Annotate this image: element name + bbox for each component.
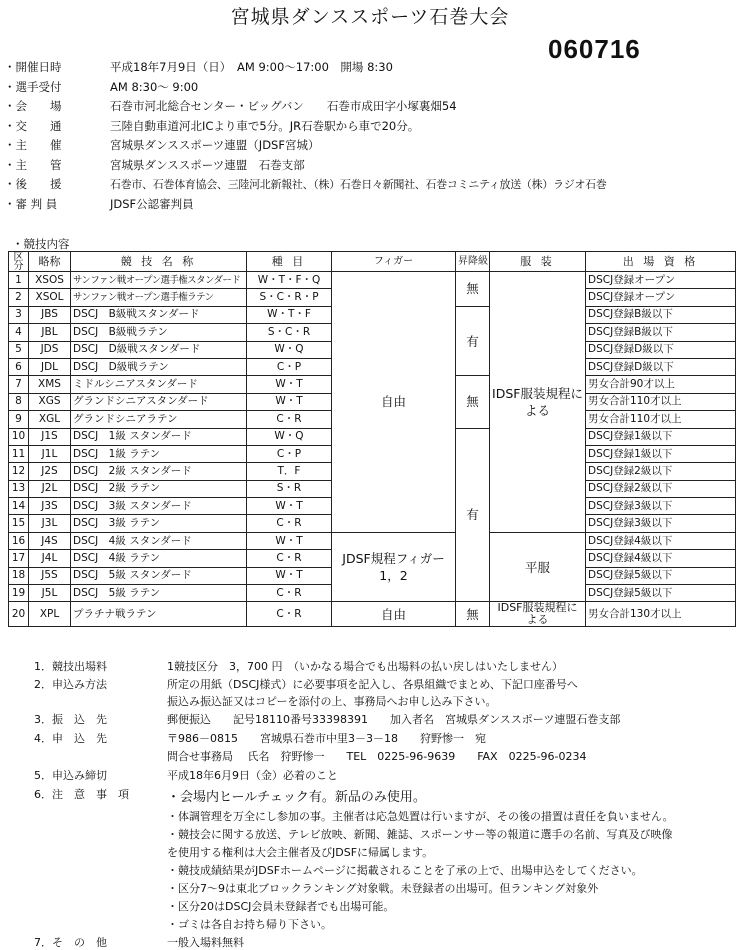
- note-value: を使用する権利は大会主催者及びJDSFに帰属します。: [167, 846, 434, 859]
- cell-name: DSCJ D級戦スタンダード: [71, 341, 247, 358]
- note-value: 平成18年6月9日（金）必着のこと: [167, 769, 338, 782]
- cell-promo-none: 無: [456, 272, 490, 307]
- cell-event: C・R: [247, 585, 332, 602]
- cell-event: S・C・R・P: [247, 289, 332, 306]
- cell-no: 1: [9, 272, 29, 289]
- info-label: ・主 管: [4, 157, 62, 172]
- cell-name: DSCJ 5級 スタンダード: [71, 567, 247, 584]
- cell-name: DSCJ 2級 スタンダード: [71, 463, 247, 480]
- note-label: 1．競技出場料: [34, 660, 107, 673]
- info-label: ・交 通: [4, 118, 62, 133]
- note-value: ・区分7～9は東北ブロックランキング対象戦。未登録者の出場可。但ランキング対象外: [167, 882, 599, 895]
- cell-qual: DSCJ登録2級以下: [586, 480, 736, 497]
- cell-attire-plain: 平服: [490, 532, 586, 602]
- cell-name: プラチナ戦ラテン: [71, 602, 247, 627]
- cell-qual: 男女合計90才以上: [586, 376, 736, 393]
- cell-abbr: JDS: [29, 341, 71, 358]
- info-value: JDSF公認審判員: [110, 196, 194, 211]
- cell-name: グランドシニアラテン: [71, 411, 247, 428]
- cell-name: DSCJ 1級 ラテン: [71, 445, 247, 462]
- cell-no: 12: [9, 463, 29, 480]
- cell-no: 16: [9, 532, 29, 549]
- info-value: 宮城県ダンススポーツ連盟 石巻支部: [110, 157, 305, 172]
- cell-abbr: J5L: [29, 585, 71, 602]
- note-value: ・競技会に関する放送、テレビ放映、新聞、雑誌、スポーンサー等の報道に選手の名前、写真及び映像: [167, 828, 673, 841]
- info-label: ・後 援: [4, 177, 62, 191]
- info-value: 三陸自動車道河北ICより車で5分。JR石巻駅から車で20分。: [110, 118, 420, 133]
- page-title: 宮城県ダンススポーツ石巻大会: [230, 6, 510, 28]
- cell-name: DSCJ 4級 スタンダード: [71, 532, 247, 549]
- info-row: [4, 156, 734, 176]
- header-qual: 出 場 資 格: [586, 252, 736, 272]
- competition-table: [8, 251, 736, 627]
- cell-name: DSCJ 1級 スタンダード: [71, 428, 247, 445]
- cell-qual: DSCJ登録5級以下: [586, 567, 736, 584]
- cell-event: C・R: [247, 411, 332, 428]
- cell-abbr: J1L: [29, 445, 71, 462]
- cell-qual: DSCJ登録4級以下: [586, 550, 736, 567]
- header-promo: 昇降級: [456, 252, 490, 272]
- cell-abbr: J4L: [29, 550, 71, 567]
- cell-no: 4: [9, 324, 29, 341]
- cell-figure-free: 自由: [332, 272, 456, 533]
- cell-qual: DSCJ登録1級以下: [586, 445, 736, 462]
- cell-name: DSCJ 4級 ラテン: [71, 550, 247, 567]
- cell-no: 11: [9, 445, 29, 462]
- cell-qual: 男女合計110才以上: [586, 411, 736, 428]
- cell-event: C・R: [247, 602, 332, 627]
- cell-promo-yes: 有: [456, 306, 490, 376]
- cell-no: 13: [9, 480, 29, 497]
- header-figure: フィガー: [332, 252, 456, 272]
- cell-name: サンファン戦オープン選手権ラテン: [71, 289, 247, 306]
- cell-event: S・R: [247, 480, 332, 497]
- cell-qual: DSCJ登録D級以下: [586, 341, 736, 358]
- cell-name: DSCJ D級戦ラテン: [71, 358, 247, 375]
- cell-no: 5: [9, 341, 29, 358]
- cell-abbr: XGL: [29, 411, 71, 428]
- cell-no: 14: [9, 498, 29, 515]
- cell-event: W・T: [247, 376, 332, 393]
- cell-promo-20: 無: [456, 602, 490, 627]
- cell-event: C・R: [247, 515, 332, 532]
- note-label: 5．申込み締切: [34, 769, 107, 782]
- note-value: 〒986－0815 宮城県石巻市中里3－3－18 狩野惨一 宛: [167, 732, 486, 745]
- cell-no: 9: [9, 411, 29, 428]
- cell-qual: 男女合計110才以上: [586, 393, 736, 410]
- cell-qual: DSCJ登録2級以下: [586, 463, 736, 480]
- cell-no: 15: [9, 515, 29, 532]
- cell-abbr: J2L: [29, 480, 71, 497]
- header-name: 競 技 名 称: [71, 252, 247, 272]
- note-value: 1競技区分 3，700 円 （いかなる場合でも出場料の払い戻しはいたしません）: [167, 660, 563, 673]
- cell-no: 19: [9, 585, 29, 602]
- cell-name: DSCJ 3級 スタンダード: [71, 498, 247, 515]
- cell-qual: DSCJ登録1級以下: [586, 428, 736, 445]
- cell-abbr: XSOS: [29, 272, 71, 289]
- cell-event: W・T: [247, 498, 332, 515]
- info-value: AM 8:30～ 9:00: [110, 79, 199, 94]
- cell-abbr: J3S: [29, 498, 71, 515]
- cell-name: DSCJ 3級 ラテン: [71, 515, 247, 532]
- cell-qual: DSCJ登録3級以下: [586, 515, 736, 532]
- document-code: 060716: [548, 34, 641, 64]
- cell-abbr: J1S: [29, 428, 71, 445]
- cell-name: サンファン戦オープン選手権スタンダード: [71, 272, 247, 289]
- cell-attire-20: IDSF服装規程による: [490, 602, 586, 627]
- cell-no: 18: [9, 567, 29, 584]
- cell-event: W・Q: [247, 428, 332, 445]
- note-value: 一般入場料無料: [167, 936, 244, 949]
- cell-abbr: XSOL: [29, 289, 71, 306]
- cell-no: 7: [9, 376, 29, 393]
- info-value: 石巻市、石巻体育協会、三陸河北新報社、（株）石巻日々新聞社、石巻コミニティ放送（株）ラジオ石巻: [110, 178, 607, 191]
- note-value: ・体調管理を万全にし参加の事。主催者は応急処置は行いますが、その後の措置は責任を負いません。: [167, 810, 674, 823]
- note-value: ・ゴミは各自お持ち帰り下さい。: [167, 918, 332, 931]
- cell-no: 20: [9, 602, 29, 627]
- cell-qual: DSCJ登録オープン: [586, 272, 736, 289]
- table-row: [9, 272, 736, 289]
- cell-event: W・T: [247, 567, 332, 584]
- cell-event: W・Q: [247, 341, 332, 358]
- cell-abbr: J2S: [29, 463, 71, 480]
- info-value: 平成18年7月9日（日） AM 9:00～17:00 開場 8:30: [110, 60, 393, 74]
- cell-abbr: XMS: [29, 376, 71, 393]
- cell-no: 3: [9, 306, 29, 323]
- info-label: ・主 催: [4, 138, 62, 152]
- cell-qual: DSCJ登録B級以下: [586, 306, 736, 323]
- cell-name: ミドルシニアスタンダード: [71, 376, 247, 393]
- info-row: [4, 97, 734, 117]
- header-no: 区分: [9, 252, 29, 272]
- table-header-row: [9, 252, 736, 272]
- event-info: [4, 58, 734, 214]
- cell-no: 8: [9, 393, 29, 410]
- cell-qual: DSCJ登録オープン: [586, 289, 736, 306]
- cell-event: W・T: [247, 532, 332, 549]
- cell-name: DSCJ B級戦ラテン: [71, 324, 247, 341]
- note-value: 所定の用紙（DSCJ様式）に必要事項を記入し、各県組織でまとめ、下記口座番号へ: [167, 678, 578, 691]
- cell-qual: DSCJ登録5級以下: [586, 585, 736, 602]
- cell-no: 6: [9, 358, 29, 375]
- note-value: 問合せ事務局 氏名 狩野惨一 TEL 0225-96-9639 FAX 0225-96-0234: [167, 750, 587, 763]
- note-value: 郵便振込 記号18110番号33398391 加入者名 宮城県ダンススポーツ連盟石巻支部: [167, 713, 621, 726]
- header-abbr: 略称: [29, 252, 71, 272]
- cell-promo-yes: 有: [456, 428, 490, 602]
- note-label: 3．振 込 先: [34, 713, 107, 726]
- cell-event: T．F: [247, 463, 332, 480]
- cell-qual: DSCJ登録D級以下: [586, 358, 736, 375]
- note-value: ・区分20はDSCJ会員未登録者でも出場可能。: [167, 900, 395, 913]
- cell-event: C・P: [247, 358, 332, 375]
- cell-figure-20: 自由: [332, 602, 456, 627]
- info-row: [4, 175, 734, 195]
- info-row: [4, 136, 734, 156]
- cell-promo-none: 無: [456, 376, 490, 428]
- info-value: 宮城県ダンススポーツ連盟（JDSF宮城）: [110, 138, 320, 152]
- cell-abbr: JDL: [29, 358, 71, 375]
- cell-qual: DSCJ登録3級以下: [586, 498, 736, 515]
- cell-event: W・T: [247, 393, 332, 410]
- note-value: ・競技成績結果がJDSFホームページに掲載されることを了承の上で、出場申込をしてください。: [167, 864, 643, 877]
- cell-name: DSCJ B級戦スタンダード: [71, 306, 247, 323]
- note-label: 7．そ の 他: [34, 936, 107, 949]
- cell-event: W・T・F・Q: [247, 272, 332, 289]
- info-row: [4, 78, 734, 98]
- cell-abbr: JBL: [29, 324, 71, 341]
- cell-event: W・T・F: [247, 306, 332, 323]
- cell-figure-jdsf: JDSF規程フィガー 1，2: [332, 532, 456, 602]
- info-label: ・会 場: [4, 99, 62, 113]
- cell-qual: DSCJ登録B級以下: [586, 324, 736, 341]
- cell-event: C・R: [247, 550, 332, 567]
- header-event: 種 目: [247, 252, 332, 272]
- header-attire: 服 装: [490, 252, 586, 272]
- cell-event: S・C・R: [247, 324, 332, 341]
- cell-abbr: J5S: [29, 567, 71, 584]
- cell-no: 2: [9, 289, 29, 306]
- cell-qual: DSCJ登録4級以下: [586, 532, 736, 549]
- info-label: ・選手受付: [4, 79, 62, 94]
- cell-no: 17: [9, 550, 29, 567]
- section-label: ・競技内容: [12, 237, 70, 251]
- cell-attire-idsf: IDSF服装規程による: [490, 272, 586, 533]
- cell-abbr: XPL: [29, 602, 71, 627]
- table-row: [9, 602, 736, 627]
- cell-name: DSCJ 2級 ラテン: [71, 480, 247, 497]
- info-value: 石巻市河北総合センター・ビッグバン 石巻市成田字小塚裏畑54: [110, 99, 457, 113]
- note-label: 6．注 意 事 項: [34, 788, 129, 801]
- cell-name: グランドシニアスタンダード: [71, 393, 247, 410]
- info-row: [4, 117, 734, 137]
- table-row: [9, 532, 736, 549]
- info-row: [4, 195, 734, 215]
- note-label: 4．申 込 先: [34, 732, 107, 745]
- cell-abbr: J3L: [29, 515, 71, 532]
- note-value: ・会場内ヒールチェック有。新品のみ使用。: [167, 790, 426, 805]
- info-label: ・審 判 員: [4, 196, 58, 211]
- info-row: [4, 58, 734, 78]
- cell-no: 10: [9, 428, 29, 445]
- cell-abbr: XGS: [29, 393, 71, 410]
- cell-name: DSCJ 5級 ラテン: [71, 585, 247, 602]
- cell-event: C・P: [247, 445, 332, 462]
- note-value: 振込み振込証又はコピーを添付の上、事務局へお申し込み下さい。: [167, 695, 497, 708]
- cell-abbr: JBS: [29, 306, 71, 323]
- note-label: 2．申込み方法: [34, 678, 107, 691]
- info-label: ・開催日時: [4, 60, 62, 74]
- cell-qual: 男女合計130才以上: [586, 602, 736, 627]
- cell-abbr: J4S: [29, 532, 71, 549]
